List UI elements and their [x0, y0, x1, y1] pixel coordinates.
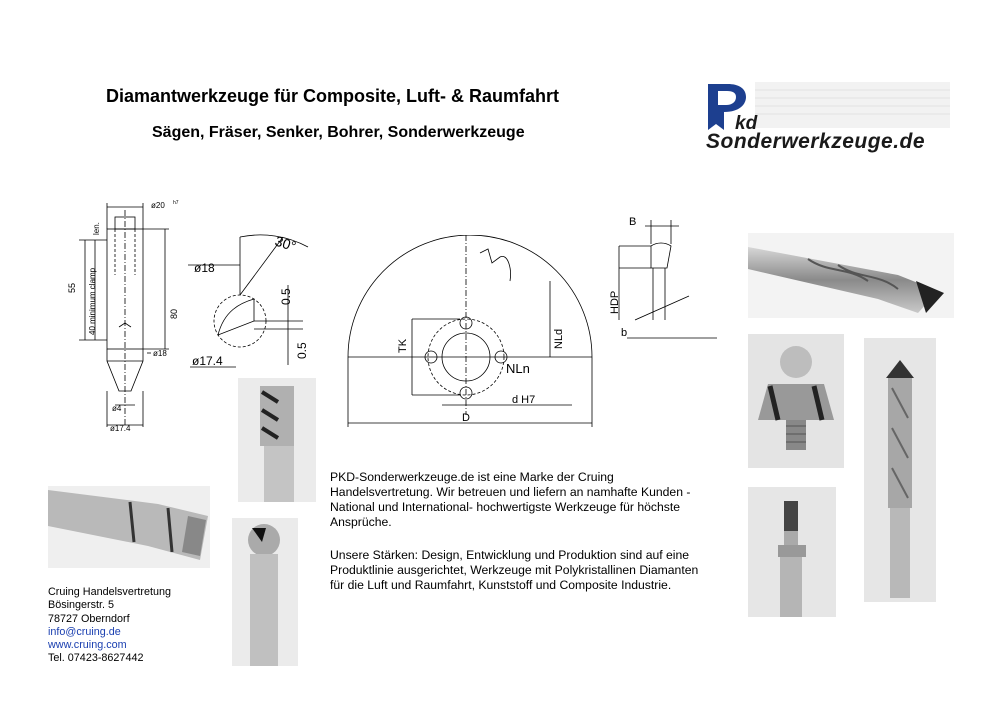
dim-55: 55	[67, 282, 77, 293]
dim-dia174: ø17.4	[110, 424, 131, 433]
email-link[interactable]: info@cruing.de	[48, 625, 121, 638]
company-name: Cruing Handelsvertretung	[48, 586, 172, 598]
about-paragraph-2: Unsere Stärken: Design, Entwicklung und Produktion sind auf eine Produktlinie ausgerichtet, Werkzeuge mit Polykristallinen Diamanten für die Luft und Raumfahrt, Kunststoff und Composite Industrie.	[330, 548, 699, 592]
product-photo-router	[238, 378, 316, 502]
dim-05-upper: 0.5	[279, 288, 293, 305]
label-nld: NLd	[553, 328, 565, 349]
dim-dia18: ø18	[153, 349, 167, 358]
product-photo-drill	[748, 233, 954, 318]
label-hdp: HDP	[609, 290, 621, 314]
label-tk: TK	[397, 338, 409, 353]
dim-angle-30: 30°	[273, 232, 299, 255]
product-photo-radius-cutter	[232, 518, 298, 666]
product-photo-step-cutter	[748, 487, 836, 617]
contact-address	[48, 586, 171, 666]
logo-kd: kd	[735, 113, 758, 134]
website-link[interactable]: www.cruing.com	[48, 639, 127, 652]
dim-len-label: len.	[92, 222, 101, 235]
about-paragraph-1: PKD-Sonderwerkzeuge.de ist eine Marke der Cruing Handelsvertretung. Wir betreuen und liefern an namhafte Kunden - National und International- hochwertigste Werkzeuge für höchste Ansprüche.	[330, 470, 691, 529]
dim-dia18-detail: ø18	[194, 261, 215, 275]
tool-drawing-shank	[55, 195, 205, 440]
page-subtitle: Sägen, Fräser, Senker, Bohrer, Sonderwerkzeuge	[152, 124, 525, 141]
tool-drawing-angle	[188, 225, 328, 375]
dim-05-lower: 0.5	[295, 342, 309, 359]
product-photo-slot-cutter	[48, 486, 210, 568]
label-d: D	[462, 412, 470, 424]
dim-dia174-detail: ø17.4	[192, 354, 223, 368]
product-photo-long-drill	[864, 338, 936, 602]
product-photo-countersink	[748, 334, 844, 468]
label-b-upper: B	[629, 216, 637, 228]
label-d-h7: d H7	[512, 394, 536, 406]
dim-dia20: ø20	[151, 201, 165, 210]
logo-brand: Sonderwerkzeuge.de	[706, 130, 926, 153]
dim-dia4: ø4	[112, 404, 122, 413]
page-title: Diamantwerkzeuge für Composite, Luft- & Raumfahrt	[106, 86, 560, 106]
phone: Tel. 07423-8627442	[48, 652, 144, 665]
dim-clamp-label: 40 minimum clamp	[88, 267, 97, 335]
tooth-detail-drawing	[605, 210, 725, 345]
street: Bösingerstr. 5	[48, 599, 115, 612]
dim-80: 80	[169, 308, 179, 319]
city: 78727 Oberndorf	[48, 612, 130, 625]
dim-h7-tolerance: h7	[173, 200, 179, 206]
label-b-lower: b	[621, 327, 628, 339]
saw-blade-drawing	[340, 235, 600, 435]
label-nln: NLn	[506, 361, 530, 376]
